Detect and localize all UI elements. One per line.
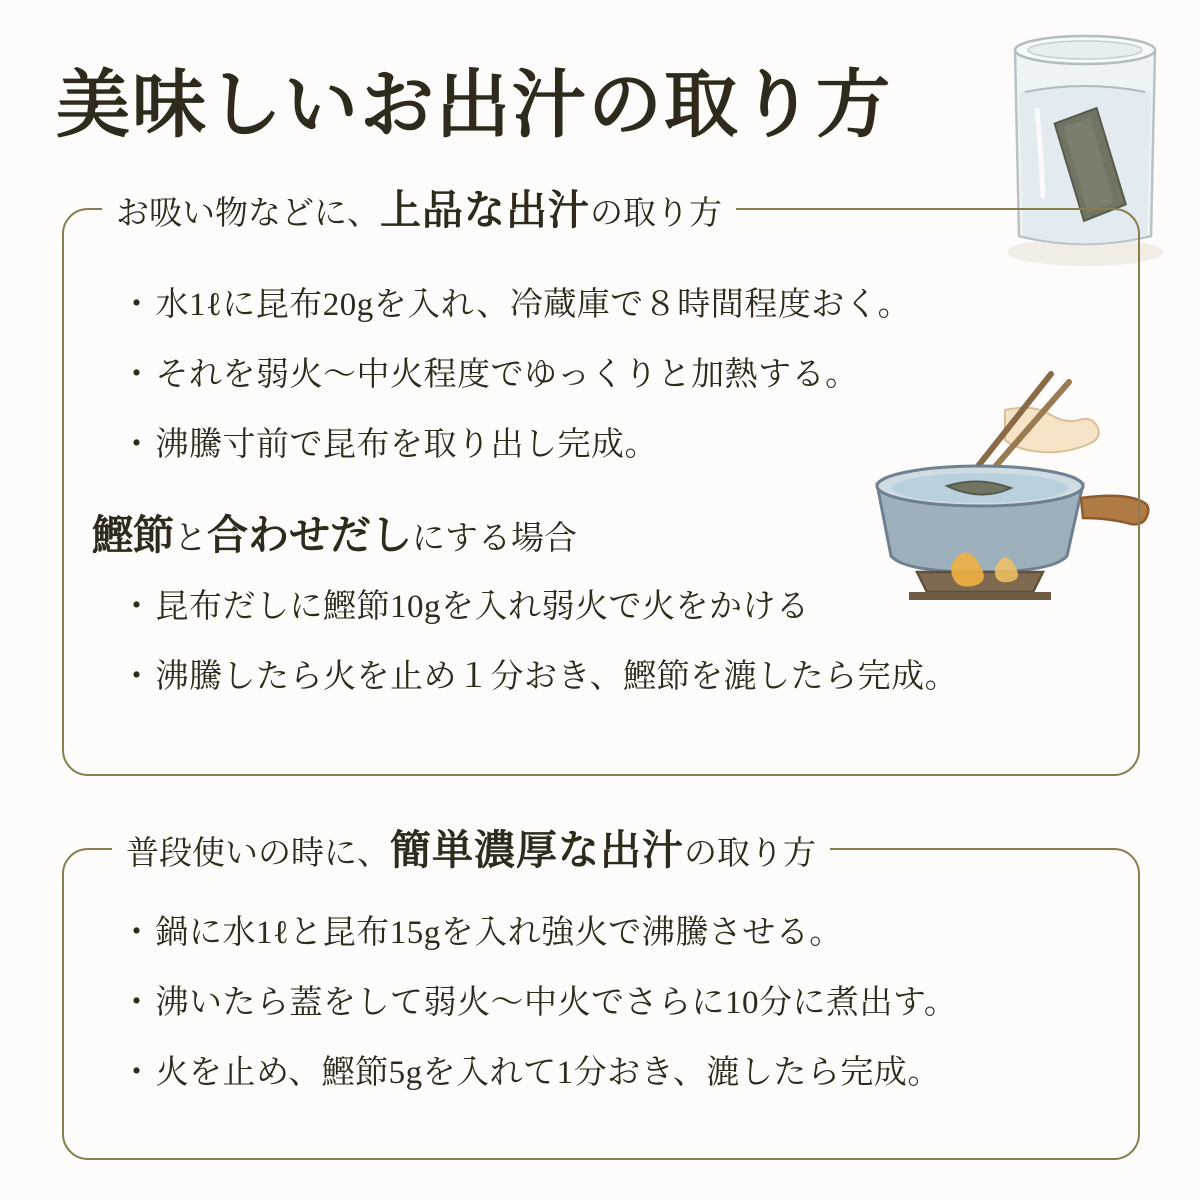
- sub-heading-katsuobushi: [92, 502, 577, 561]
- heading-emphasis: 簡単濃厚な出汁: [390, 826, 684, 874]
- section-heading-fine-dashi: [102, 186, 736, 237]
- heading-suffix: の取り方: [590, 193, 722, 232]
- step-list-katsuobushi: [120, 572, 1098, 712]
- heading-prefix: お吸い物などに、: [116, 193, 380, 232]
- list-item: ・ 鍋に水1ℓと昆布15gを入れ強火で沸騰させる。: [120, 898, 1098, 968]
- heading-suffix: の取り方: [684, 833, 816, 872]
- section-card-easy-dashi: [62, 826, 1140, 1160]
- sub-heading-suffix: にする場合: [412, 518, 577, 557]
- sub-heading-emphasis-1: 鰹節: [92, 511, 174, 559]
- list-item: ・ 沸いたら蓋をして弱火〜中火でさらに10分に煮出す。: [120, 968, 1098, 1038]
- list-item: ・ 昆布だしに鰹節10gを入れ弱火で火をかける: [120, 572, 1098, 642]
- step-list-fine-dashi: [120, 270, 1098, 480]
- list-item: ・ 水1ℓに昆布20gを入れ、冷蔵庫で８時間程度おく。: [120, 270, 1098, 340]
- section-heading-easy-dashi: [112, 826, 830, 877]
- list-item: ・ それを弱火〜中火程度でゆっくりと加熱する。: [120, 340, 1098, 410]
- heading-prefix: 普段使いの時に、: [126, 833, 390, 872]
- step-list-easy-dashi: [120, 898, 1098, 1108]
- sub-heading-mid: と: [174, 518, 207, 557]
- list-item: ・ 火を止め、鰹節5gを入れて1分おき、漉したら完成。: [120, 1038, 1098, 1108]
- list-item: ・ 沸騰したら火を止め１分おき、鰹節を漉したら完成。: [120, 642, 1098, 712]
- heading-emphasis: 上品な出汁: [380, 186, 590, 234]
- page-title: 美味しいお出汁の取り方: [56, 62, 892, 148]
- sub-heading-emphasis-2: 合わせだし: [207, 511, 412, 559]
- list-item: ・ 沸騰寸前で昆布を取り出し完成。: [120, 410, 1098, 480]
- section-card-fine-dashi: [62, 186, 1140, 776]
